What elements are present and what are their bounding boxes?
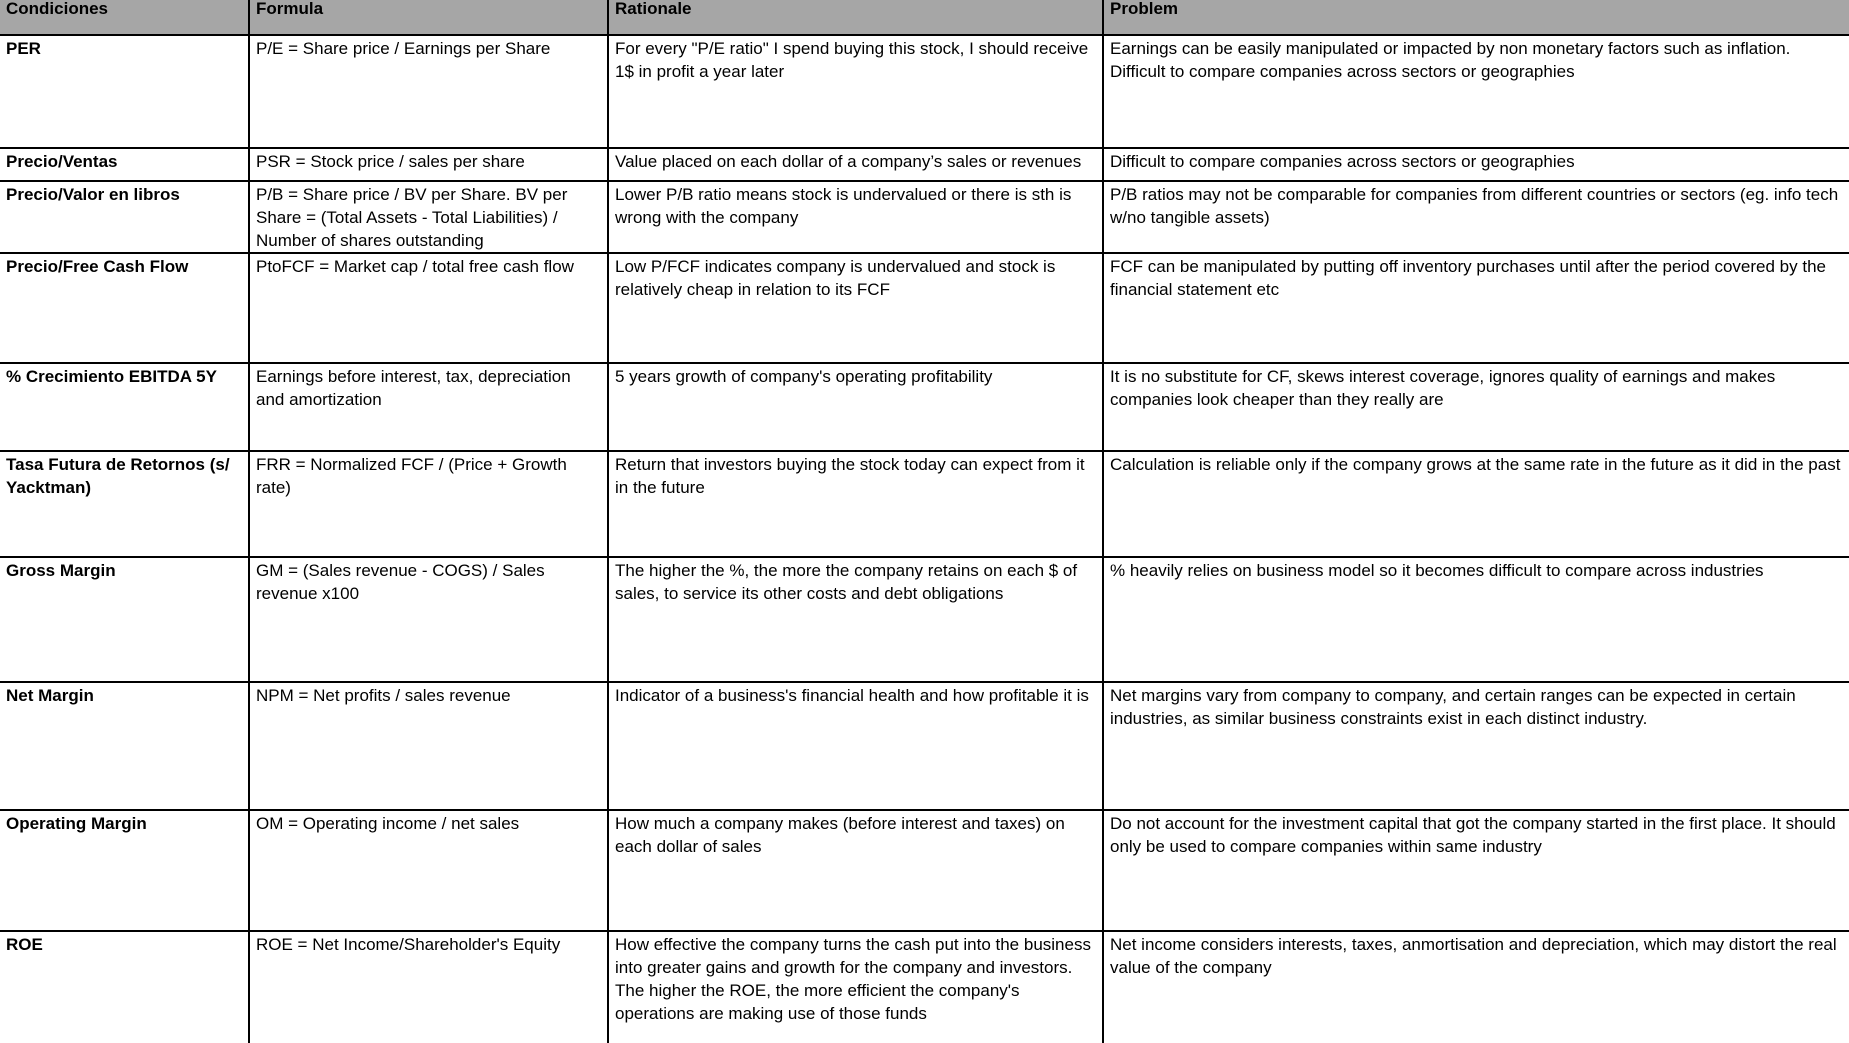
cell-formula[interactable]: Earnings before interest, tax, depreciation and amortization — [249, 363, 608, 451]
cell-problem[interactable]: Earnings can be easily manipulated or impacted by non monetary factors such as inflation. Difficult to compare companies across sectors or geographies — [1103, 35, 1849, 148]
cell-problem[interactable]: Net income considers interests, taxes, anmortisation and depreciation, which may distort the real value of the company — [1103, 931, 1849, 1043]
cell-formula[interactable]: PtoFCF = Market cap / total free cash flow — [249, 253, 608, 363]
cell-rationale[interactable]: Return that investors buying the stock today can expect from it in the future — [608, 451, 1103, 557]
cell-problem[interactable]: P/B ratios may not be comparable for companies from different countries or sectors (eg. info tech w/no tangible assets) — [1103, 181, 1849, 253]
header-rationale[interactable]: Rationale — [608, 0, 1103, 35]
header-row — [0, 0, 1849, 35]
cell-formula[interactable]: OM = Operating income / net sales — [249, 810, 608, 931]
cell-condicion[interactable]: Tasa Futura de Retornos (s/ Yacktman) — [0, 451, 249, 557]
cell-rationale[interactable]: Indicator of a business's financial health and how profitable it is — [608, 682, 1103, 810]
cell-problem[interactable]: Difficult to compare companies across sectors or geographies — [1103, 148, 1849, 181]
cell-formula[interactable]: FRR = Normalized FCF / (Price + Growth rate) — [249, 451, 608, 557]
cell-formula[interactable]: ROE = Net Income/Shareholder's Equity — [249, 931, 608, 1043]
cell-rationale[interactable]: 5 years growth of company's operating profitability — [608, 363, 1103, 451]
cell-condicion[interactable]: Gross Margin — [0, 557, 249, 682]
header-condiciones[interactable]: Condiciones — [0, 0, 249, 35]
cell-rationale[interactable]: The higher the %, the more the company retains on each $ of sales, to service its other costs and debt obligations — [608, 557, 1103, 682]
cell-problem[interactable]: FCF can be manipulated by putting off inventory purchases until after the period covered by the financial statement etc — [1103, 253, 1849, 363]
table-row — [0, 451, 1849, 557]
cell-formula[interactable]: GM = (Sales revenue - COGS) / Sales revenue x100 — [249, 557, 608, 682]
table-row — [0, 181, 1849, 253]
cell-condicion[interactable]: PER — [0, 35, 249, 148]
cell-formula[interactable]: P/B = Share price / BV per Share. BV per Share = (Total Assets - Total Liabilities) / Number of shares outstanding — [249, 181, 608, 253]
cell-rationale[interactable]: Low P/FCF indicates company is undervalued and stock is relatively cheap in relation to its FCF — [608, 253, 1103, 363]
cell-condicion[interactable]: Precio/Ventas — [0, 148, 249, 181]
cell-condicion[interactable]: Precio/Free Cash Flow — [0, 253, 249, 363]
cell-rationale[interactable]: Value placed on each dollar of a company’s sales or revenues — [608, 148, 1103, 181]
header-problem[interactable]: Problem — [1103, 0, 1849, 35]
cell-problem[interactable]: It is no substitute for CF, skews interest coverage, ignores quality of earnings and makes companies look cheaper than they really are — [1103, 363, 1849, 451]
cell-condicion[interactable]: Net Margin — [0, 682, 249, 810]
table-row — [0, 931, 1849, 1043]
table-row — [0, 35, 1849, 148]
cell-formula[interactable]: NPM = Net profits / sales revenue — [249, 682, 608, 810]
cell-problem[interactable]: Do not account for the investment capital that got the company started in the first place. It should only be used to compare companies within same industry — [1103, 810, 1849, 931]
table-row — [0, 682, 1849, 810]
cell-formula[interactable]: PSR = Stock price / sales per share — [249, 148, 608, 181]
cell-rationale[interactable]: How much a company makes (before interest and taxes) on each dollar of sales — [608, 810, 1103, 931]
cell-formula[interactable]: P/E = Share price / Earnings per Share — [249, 35, 608, 148]
cell-problem[interactable]: Net margins vary from company to company, and certain ranges can be expected in certain industries, as similar business constraints exist in each distinct industry. — [1103, 682, 1849, 810]
cell-condicion[interactable]: Precio/Valor en libros — [0, 181, 249, 253]
cell-condicion[interactable]: Operating Margin — [0, 810, 249, 931]
table-row — [0, 557, 1849, 682]
cell-rationale[interactable]: How effective the company turns the cash put into the business into greater gains and growth for the company and investors. The higher the ROE, the more efficient the company's operations are making use of those funds — [608, 931, 1103, 1043]
cell-condicion[interactable]: ROE — [6, 935, 43, 954]
cell-rationale[interactable]: For every "P/E ratio" I spend buying this stock, I should receive 1$ in profit a year later — [608, 35, 1103, 148]
table-row — [0, 810, 1849, 931]
table-row — [0, 148, 1849, 181]
cell-condicion[interactable]: % Crecimiento EBITDA 5Y — [0, 363, 249, 451]
header-formula[interactable]: Formula — [249, 0, 608, 35]
table-row — [0, 363, 1849, 451]
cell-problem[interactable]: % heavily relies on business model so it becomes difficult to compare across industries — [1103, 557, 1849, 682]
cell-problem[interactable]: Calculation is reliable only if the company grows at the same rate in the future as it did in the past — [1103, 451, 1849, 557]
table-row — [0, 253, 1849, 363]
cell-rationale[interactable]: Lower P/B ratio means stock is undervalued or there is sth is wrong with the company — [608, 181, 1103, 253]
